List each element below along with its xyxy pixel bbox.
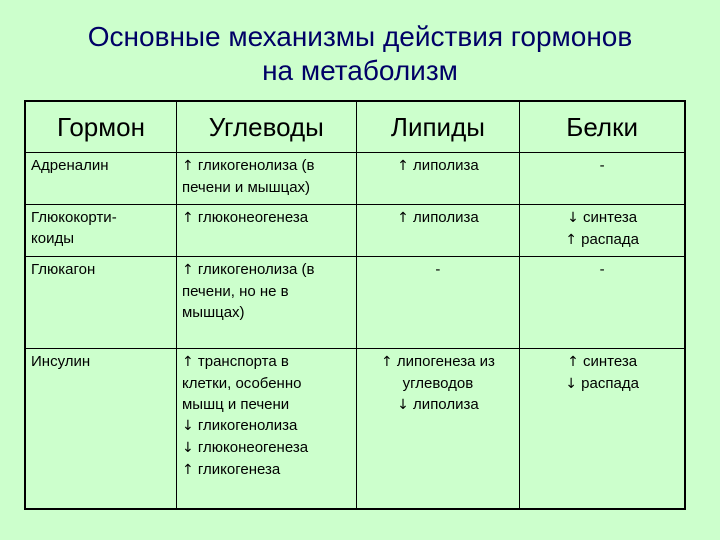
cell-proteins	[520, 205, 685, 257]
cell-line: Инсулин	[31, 353, 91, 370]
cell-line	[182, 259, 351, 281]
table-body	[25, 153, 685, 509]
arrow-up-icon: ↑	[181, 158, 194, 174]
table-row	[25, 257, 685, 349]
cell-line	[182, 302, 351, 323]
cell-text: -	[599, 157, 605, 174]
cell-hormone	[25, 205, 176, 257]
cell-carbohydrates	[176, 153, 356, 205]
cell-line	[525, 155, 679, 176]
cell-line	[362, 259, 515, 280]
cell-line: Адреналин	[31, 157, 109, 174]
cell-line	[525, 351, 679, 373]
cell-text: печени и мышцах)	[181, 179, 311, 196]
table-row	[25, 205, 685, 257]
cell-line: Глюкагон	[31, 261, 96, 278]
header-hormone: Гормон	[25, 101, 176, 153]
arrow-up-icon: ↑	[567, 354, 579, 370]
cell-text: -	[435, 261, 441, 278]
arrow-up-icon: ↑	[397, 210, 409, 226]
arrow-down-icon: ↓	[565, 376, 578, 392]
table-row	[25, 153, 685, 205]
cell-text: мышцах)	[181, 304, 245, 321]
cell-text: печени, но не в	[181, 283, 289, 300]
slide-title-line-2: на метаболизм	[262, 55, 458, 86]
cell-line	[525, 229, 679, 251]
arrow-up-icon: ↑	[181, 210, 194, 226]
cell-line	[182, 415, 351, 437]
cell-text: гликогенолиза (в	[193, 261, 315, 278]
cell-line	[182, 207, 351, 229]
cell-line	[362, 207, 515, 229]
cell-line	[182, 177, 351, 198]
cell-lipids	[356, 349, 520, 509]
cell-text: липолиза	[408, 396, 479, 413]
cell-hormone	[25, 349, 176, 509]
cell-text: углеводов	[402, 375, 474, 392]
cell-carbohydrates	[176, 205, 356, 257]
cell-text: распада	[577, 231, 639, 248]
cell-line	[182, 281, 351, 302]
arrow-up-icon: ↑	[181, 262, 194, 278]
cell-text: клетки, особенно	[181, 375, 302, 392]
cell-text: синтеза	[578, 209, 638, 226]
cell-line	[362, 394, 515, 416]
cell-hormone	[25, 153, 176, 205]
arrow-down-icon: ↓	[181, 440, 194, 456]
cell-line	[182, 351, 351, 373]
cell-carbohydrates	[176, 257, 356, 349]
cell-proteins	[520, 257, 685, 349]
cell-line: Глюкокорти-	[31, 209, 117, 226]
arrow-up-icon: ↑	[181, 462, 194, 478]
cell-line	[182, 459, 351, 481]
cell-hormone	[25, 257, 176, 349]
arrow-up-icon: ↑	[380, 354, 393, 370]
cell-text: синтеза	[578, 353, 638, 370]
header-carbohydrates: Углеводы	[176, 101, 356, 153]
arrow-down-icon: ↓	[567, 210, 579, 226]
cell-line	[362, 373, 515, 394]
cell-text: -	[599, 261, 605, 278]
cell-text: липолиза	[408, 157, 479, 174]
cell-text: транспорта в	[193, 353, 289, 370]
arrow-down-icon: ↓	[181, 418, 194, 434]
cell-line	[525, 259, 679, 280]
cell-proteins	[520, 349, 685, 509]
cell-text: мышц и печени	[181, 396, 290, 413]
cell-line	[362, 155, 515, 177]
hormone-metabolism-table	[24, 100, 686, 510]
arrow-up-icon: ↑	[565, 232, 578, 248]
cell-line	[525, 207, 679, 229]
cell-text: гликогенолиза (в	[193, 157, 315, 174]
cell-line	[182, 437, 351, 459]
cell-text: липолиза	[408, 209, 479, 226]
cell-text: глюконеогенеза	[193, 439, 309, 456]
cell-text: гликогенеза	[193, 461, 281, 478]
slide-title-line-1: Основные механизмы действия гормонов	[87, 21, 633, 52]
table-row	[25, 349, 685, 509]
arrow-down-icon: ↓	[397, 397, 409, 413]
cell-lipids	[356, 153, 520, 205]
cell-proteins	[520, 153, 685, 205]
cell-line	[182, 373, 351, 394]
cell-text: глюконеогенеза	[193, 209, 309, 226]
cell-text: распада	[577, 375, 639, 392]
cell-lipids	[356, 205, 520, 257]
header-lipids: Липиды	[356, 101, 520, 153]
arrow-up-icon: ↑	[397, 158, 409, 174]
cell-line: коиды	[31, 230, 74, 247]
cell-carbohydrates	[176, 349, 356, 509]
cell-line	[525, 373, 679, 395]
cell-lipids	[356, 257, 520, 349]
header-proteins: Белки	[520, 101, 685, 153]
cell-line	[182, 394, 351, 415]
arrow-up-icon: ↑	[181, 354, 194, 370]
cell-text: липогенеза из	[392, 353, 495, 370]
cell-text: гликогенолиза	[193, 417, 298, 434]
cell-line	[362, 351, 515, 373]
slide-title	[0, 20, 720, 88]
cell-line	[182, 155, 351, 177]
table-header-row	[25, 101, 685, 153]
